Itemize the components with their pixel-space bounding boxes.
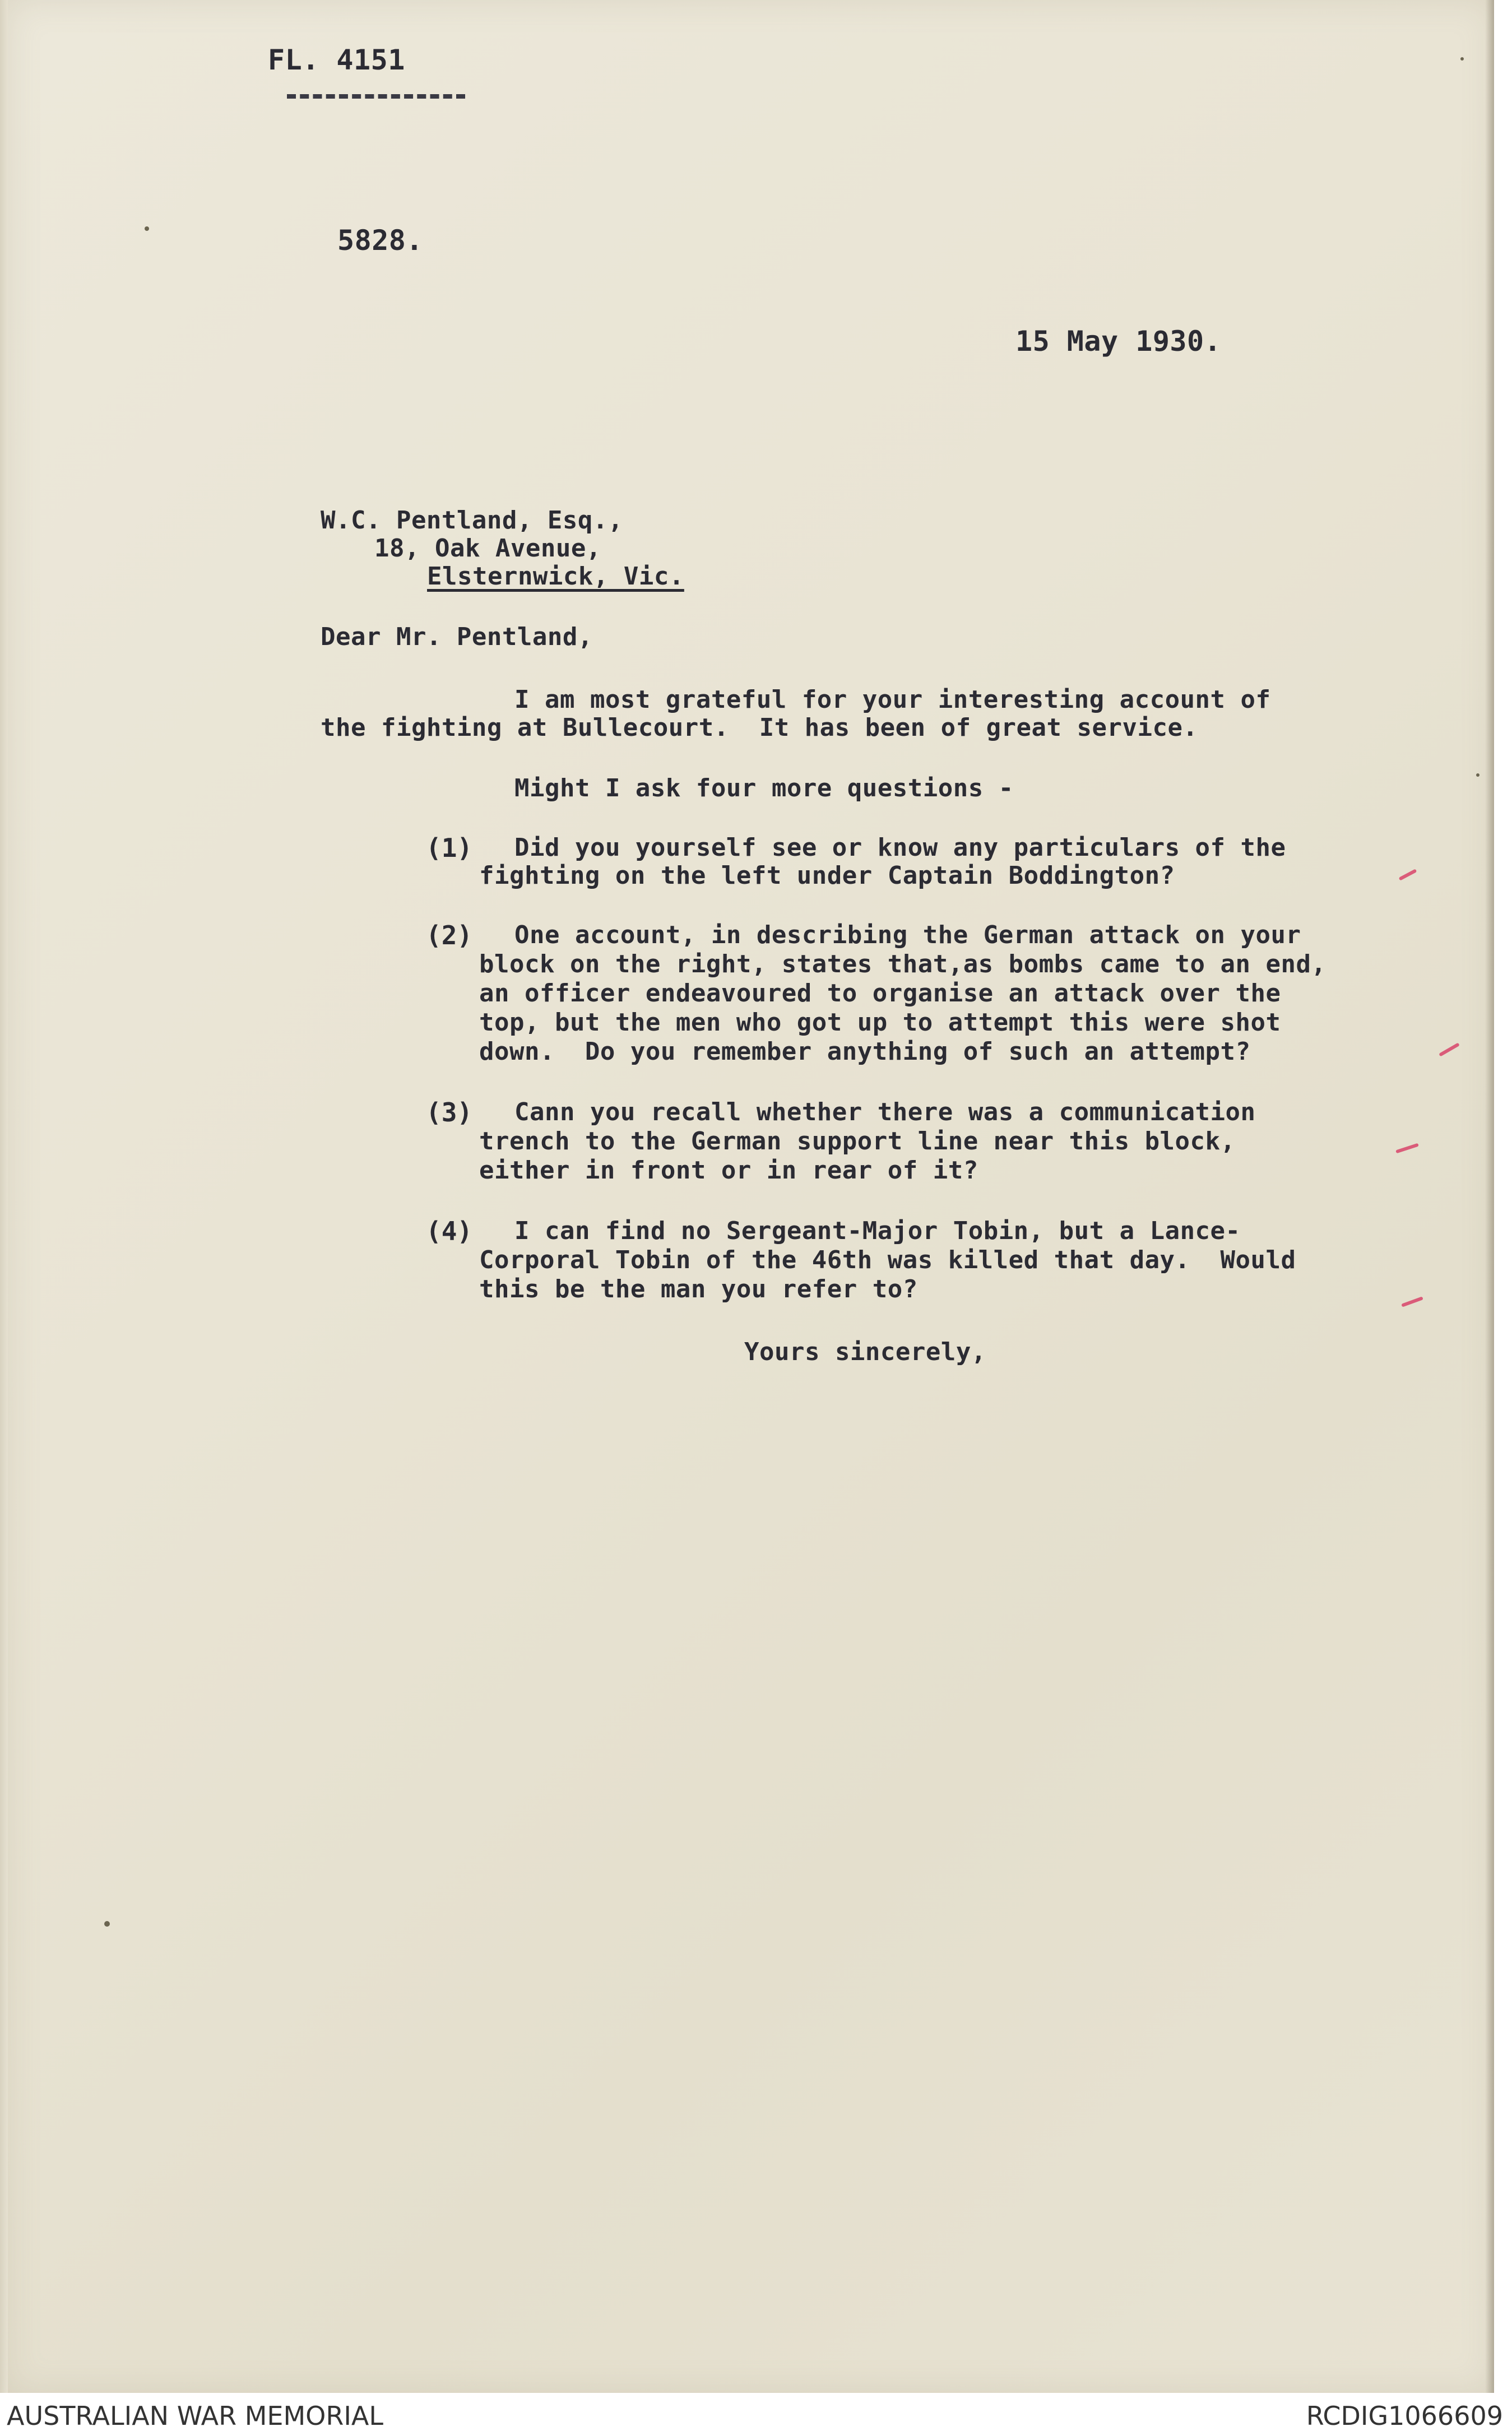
paper-right-shadow (1485, 0, 1494, 2393)
closing: Yours sincerely, (744, 1338, 986, 1366)
question-number: (2) (426, 920, 473, 950)
paragraph-line: I am most grateful for your interesting account of (514, 685, 1271, 714)
paper-sheet (8, 0, 1494, 2393)
file-reference: FL. 4151 (268, 44, 405, 76)
question-line: top, but the men who got up to attempt this were shot (479, 1008, 1281, 1037)
address-line-street: 18, Oak Avenue, (374, 534, 601, 563)
question-line: One account, in describing the German attack on your (514, 921, 1301, 949)
question-line: an officer endeavoured to organise an attack over the (479, 979, 1281, 1008)
question-number: (3) (426, 1097, 473, 1128)
paragraph-line: the fighting at Bullecourt. It has been of great service. (321, 713, 1198, 742)
question-line: down. Do you remember anything of such an attempt? (479, 1037, 1251, 1066)
paper-speck (1476, 773, 1479, 777)
question-line: fighting on the left under Captain Boddington? (479, 861, 1175, 890)
paper-speck (145, 226, 149, 231)
salutation: Dear Mr. Pentland, (321, 623, 593, 651)
question-line: block on the right, states that,as bombs came to an end, (479, 950, 1327, 978)
question-line: Corporal Tobin of the 46th was killed that day. Would (479, 1246, 1296, 1274)
file-reference-rule (287, 94, 465, 99)
address-line-suburb: Elsternwick, Vic. (427, 562, 684, 591)
question-line: trench to the German support line near this block, (479, 1127, 1236, 1156)
question-line: I can find no Sergeant-Major Tobin, but a Lance- (514, 1217, 1241, 1245)
question-number: (1) (426, 833, 473, 863)
document-number: 5828. (337, 224, 424, 257)
question-number: (4) (426, 1216, 473, 1246)
letter-date: 15 May 1930. (1015, 325, 1222, 358)
question-line: Did you yourself see or know any particulars of the (514, 833, 1286, 862)
address-line-name: W.C. Pentland, Esq., (321, 506, 623, 535)
paper-speck (1460, 57, 1464, 61)
scan-margin-right (1494, 0, 1512, 2431)
question-line: this be the man you refer to? (479, 1275, 918, 1303)
question-line: either in front or in rear of it? (479, 1156, 978, 1185)
paper-left-edge (0, 0, 8, 2393)
paper-speck (104, 1921, 110, 1927)
footer-institution: AUSTRALIAN WAR MEMORIAL (7, 2401, 383, 2431)
footer-record-id: RCDIG1066609 (1306, 2401, 1503, 2431)
question-line: Cann you recall whether there was a communication (514, 1098, 1256, 1126)
questions-intro: Might I ask four more questions - (514, 774, 1014, 802)
